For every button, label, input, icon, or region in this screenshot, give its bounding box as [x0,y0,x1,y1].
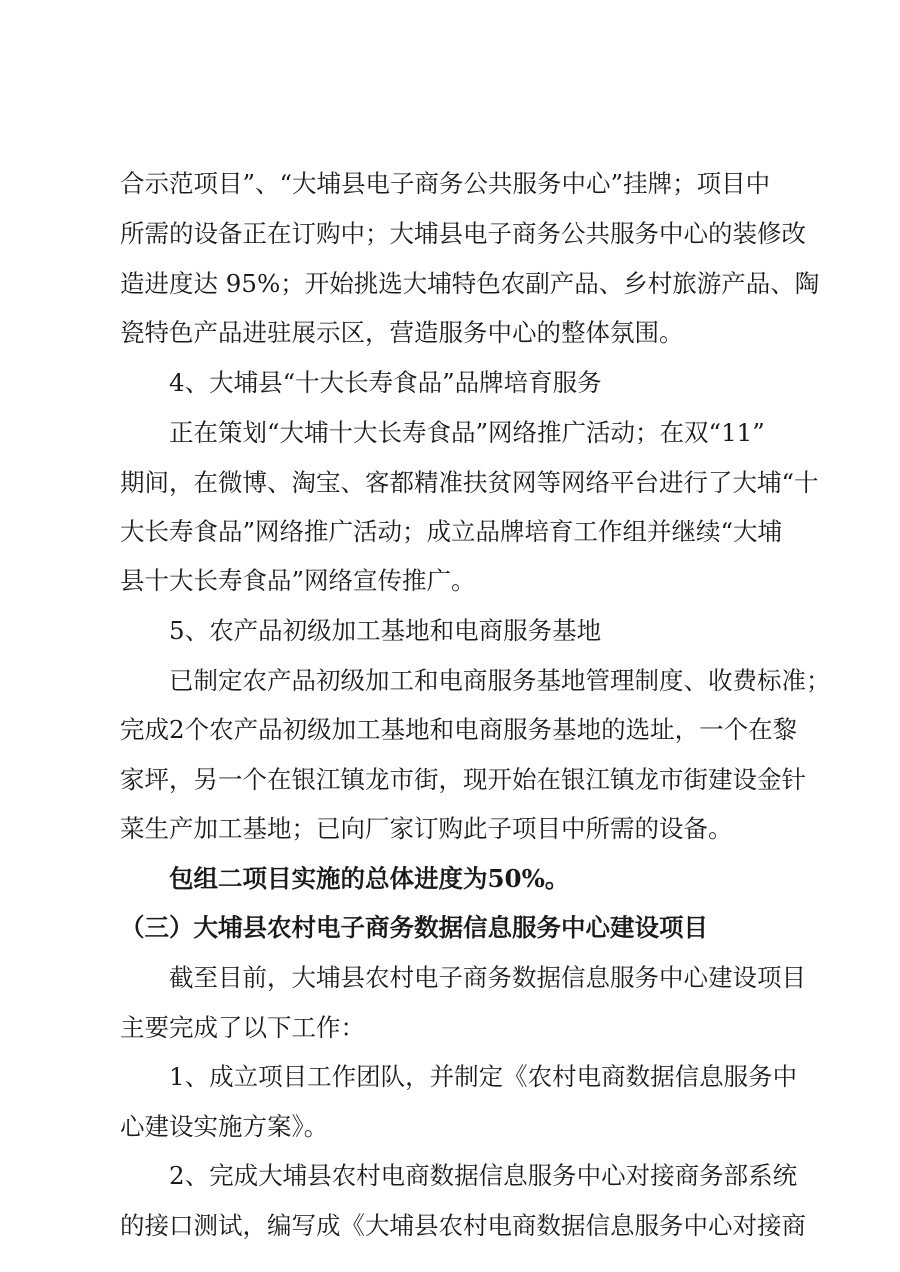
section-title: （三）大埔县农村电子商务数据信息服务中心建设项目 [120,913,708,942]
body-text-line: 已制定农产品初级加工和电商服务基地管理制度、收费标准； [169,666,831,695]
body-text-line: 心建设实施方案》。 [120,1112,329,1141]
body-text-line: 的接口测试，编写成《大埔县农村电商数据信息服务中心对接商 [120,1211,806,1240]
body-text-line: 1、成立项目工作团队，并制定《农村电商数据信息服务中 [169,1062,798,1091]
body-text-line: 主要完成了以下工作： [120,1013,365,1042]
body-text-line: 期间，在微博、淘宝、客都精准扶贫网等网络平台进行了大埔“十 [120,468,819,497]
body-text-line: 合示范项目”、“大埔县电子商务公共服务中心”挂牌；项目中 [120,169,771,198]
body-text-line: 截至目前，大埔县农村电子商务数据信息服务中心建设项目 [169,963,806,992]
section-heading: 5、农产品初级加工基地和电商服务基地 [169,616,602,645]
body-text-line: 瓷特色产品进驻展示区，营造服务中心的整体氛围。 [120,318,684,347]
body-text-line: 县十大长寿食品”网络宣传推广。 [120,566,476,595]
progress-summary: 包组二项目实施的总体进度为50%。 [169,864,570,893]
body-text-line: 大长寿食品”网络推广活动；成立品牌培育工作组并继续“大埔 [120,517,783,546]
body-text-line: 菜生产加工基地；已向厂家订购此子项目中所需的设备。 [120,814,733,843]
body-text-line: 完成2个农产品初级加工基地和电商服务基地的选址，一个在黎 [120,715,798,744]
section-heading: 4、大埔县“十大长寿食品”品牌培育服务 [169,368,602,397]
body-text-line: 家坪，另一个在银江镇龙市街，现开始在银江镇龙市街建设金针 [120,765,806,794]
body-text-line: 造进度达 95%；开始挑选大埔特色农副产品、乡村旅游产品、陶 [120,269,820,298]
body-text-line: 所需的设备正在订购中；大埔县电子商务公共服务中心的装修改 [120,219,806,248]
body-text-line: 2、完成大埔县农村电商数据信息服务中心对接商务部系统 [169,1161,798,1190]
body-text-line: 正在策划“大埔十大长寿食品”网络推广活动；在双“11” [169,418,765,447]
